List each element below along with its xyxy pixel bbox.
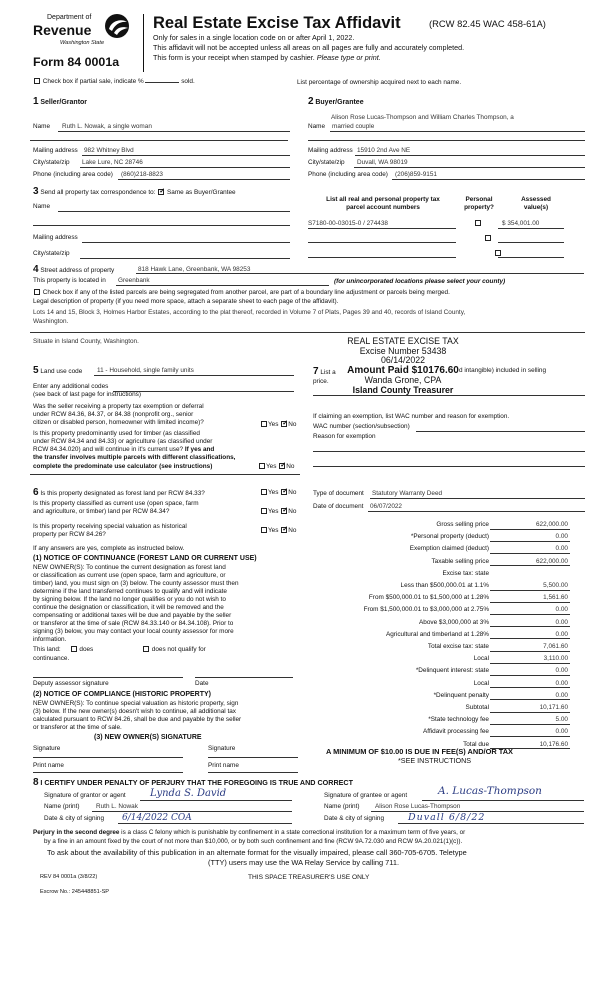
tax-row-value[interactable]: 0.00 bbox=[490, 667, 570, 676]
land-use-value[interactable]: 11 - Household, single family units bbox=[97, 367, 194, 374]
send-heading: 3 Send all property tax correspondence to: ✓ Same as Buyer/Grantee bbox=[33, 186, 236, 198]
q2-no-checkbox[interactable] bbox=[279, 463, 285, 469]
notice1-line: or transferor at the time of sale (RCW 84.33.140 or 84.34.108). Prior to bbox=[33, 620, 234, 627]
legal-rule bbox=[30, 332, 585, 333]
grantee-name-label: Name (print) bbox=[324, 803, 360, 810]
q1-line3: citizen or disabled person, homeowner with limited income)? bbox=[33, 419, 204, 426]
segregation-checkbox[interactable] bbox=[34, 289, 40, 295]
notice2-line: calculated pursuant to RCW 84.26, shall be due and payable by the seller bbox=[33, 716, 242, 723]
notice1-line: signing (3) below, you may contact your local county assessor for more bbox=[33, 628, 234, 635]
forest-q2-line1: Is this property classified as current use (open space, farm bbox=[33, 500, 199, 507]
doc-type-line bbox=[370, 498, 585, 499]
tax-row-label: Agricultural and timberland at 1.28% bbox=[385, 630, 489, 638]
buyer-city-label: City/state/zip bbox=[308, 159, 345, 166]
tax-row-value[interactable]: 0.00 bbox=[490, 728, 570, 737]
forest-if-yes: If any answers are yes, complete as instructed below. bbox=[33, 545, 185, 552]
parcel-row1-personal-checkbox[interactable] bbox=[475, 220, 481, 226]
tax-row-label: Less than $500,000.01 at 1.1% bbox=[400, 582, 489, 589]
buyer-phone-line bbox=[392, 179, 585, 180]
availability-line1: To ask about the availability of this publication in an alternate format for the visually impaired, please call 360-705-6705. Teletype bbox=[47, 848, 467, 857]
buyer-heading: 2 Buyer/Grantee bbox=[308, 96, 364, 107]
tax-row-value[interactable]: 622,000.00 bbox=[490, 521, 570, 530]
tax-row-value[interactable]: 0.00 bbox=[490, 533, 570, 542]
street-address[interactable]: 818 Hawk Lane, Greenbank, WA 98253 bbox=[138, 266, 251, 273]
tax-row-value[interactable]: 10,176.60 bbox=[490, 741, 570, 750]
new-owner-print1-line bbox=[33, 772, 183, 773]
grantee-signature[interactable]: A. Lucas-Thompson bbox=[438, 785, 542, 797]
notice2-line: NEW OWNER(S): To continue special valuation as historic property, sign bbox=[33, 700, 239, 707]
stamp-line4: Amount Paid $10176.60 bbox=[347, 364, 459, 376]
buyer-city[interactable]: Duvall, WA 98019 bbox=[357, 159, 408, 166]
grantee-date[interactable]: Duvall 6/8/22 bbox=[408, 812, 486, 823]
tax-row-label: Gross selling price bbox=[436, 521, 489, 528]
notice1-title: (1) NOTICE OF CONTINUANCE (FOREST LAND OR CURRENT USE) bbox=[33, 555, 257, 562]
reason-line2 bbox=[313, 466, 585, 467]
new-owner-print2-line bbox=[208, 772, 298, 773]
dor-swirl-icon bbox=[103, 13, 131, 39]
treasurer-stamp bbox=[333, 337, 473, 395]
buyer-phone[interactable]: (206)859-9151 bbox=[395, 171, 437, 178]
tax-row-label: *Delinquent interest: state bbox=[415, 667, 489, 675]
tax-row-value[interactable]: 7,061.60 bbox=[490, 643, 570, 652]
forest-q3-no-checkbox[interactable] bbox=[281, 527, 287, 533]
q2-bold-line3: complete the predominate use calculator (see instructions) bbox=[33, 463, 213, 470]
buyer-mailing-line bbox=[355, 155, 585, 156]
tax-row-label: *State technology fee bbox=[428, 716, 489, 724]
new-owner-sig1-label: Signature bbox=[33, 745, 61, 752]
q1-yes-no: Yes ✓ No bbox=[260, 421, 296, 429]
seller-city[interactable]: Lake Lure, NC 28746 bbox=[82, 159, 143, 166]
buyer-mailing[interactable]: 15910 2nd Ave NE bbox=[357, 147, 411, 154]
header-note-2: This affidavit will not be accepted unless all areas on all pages are fully and accurately completed. bbox=[153, 43, 465, 52]
stamp-line6: Island County Treasurer bbox=[352, 384, 454, 395]
send-name-line bbox=[58, 211, 290, 212]
seller-name-label: Name bbox=[33, 123, 51, 130]
assessed-col-header: Assessed value(s) bbox=[521, 196, 551, 211]
tax-row-value[interactable]: 5.00 bbox=[490, 716, 570, 725]
tax-row-value[interactable]: 0.00 bbox=[490, 619, 570, 628]
tax-row-value[interactable]: 5,500.00 bbox=[490, 582, 570, 591]
header-note-3: This form is your receipt when stamped by cashier. Please type or print. bbox=[153, 53, 381, 62]
grantor-name-line bbox=[92, 811, 292, 812]
tax-row-label: Local bbox=[473, 679, 489, 687]
notice1-line: NEW OWNER(S): To continue the current designation as forest land bbox=[33, 564, 226, 571]
new-owner-print2-label: Print name bbox=[208, 762, 239, 769]
this-land-row: This land: does bbox=[33, 646, 94, 653]
forest-q2-yes-no: Yes ✓ No bbox=[260, 508, 296, 516]
seller-mailing-line bbox=[82, 155, 290, 156]
does-qualify-checkbox[interactable] bbox=[71, 646, 77, 652]
revision-code: REV 84 0001a (3/8/22) bbox=[40, 874, 98, 880]
exemption-note: If claiming an exemption, list WAC number and reason for exemption. bbox=[313, 413, 510, 420]
parcel-row1-value[interactable]: $ 354,001.00 bbox=[502, 220, 540, 227]
tax-row-label: Above $3,000,000 at 3% bbox=[419, 618, 489, 626]
buyer-name-line bbox=[330, 131, 585, 132]
ownership-note: List percentage of ownership acquired next to each name. bbox=[297, 79, 462, 86]
header-divider-icon bbox=[143, 14, 144, 72]
availability-line2: (TTY) users may use the WA Relay Service by calling 711. bbox=[208, 858, 399, 867]
forest-q1-yes-no: Yes ✓ No bbox=[260, 489, 296, 497]
notice1-line: information. bbox=[33, 636, 67, 643]
forest-q3-line2: property per RCW 84.26? bbox=[33, 531, 106, 538]
q1-yes-checkbox[interactable] bbox=[261, 421, 267, 427]
send-name-rule bbox=[33, 225, 290, 226]
q2-bold-line2: the transfer involves multiple parcels with different classifications, bbox=[33, 454, 236, 461]
forest-q3-line1: Is this property receiving special valuation as historical bbox=[33, 523, 187, 530]
buyer-city-line bbox=[354, 167, 585, 168]
q1-line2: under RCW 84.36, 84.37, or 84.38 (nonprofit org., senior bbox=[33, 411, 194, 418]
notice2-line: (3) below. If the new owner(s) doesn't wish to continue, all additional tax bbox=[33, 708, 236, 715]
parcel-row3-line bbox=[308, 257, 456, 258]
same-as-buyer-checkbox[interactable] bbox=[158, 189, 164, 195]
parcel-row2-personal-checkbox[interactable] bbox=[485, 235, 491, 241]
reason-label: Reason for exemption bbox=[313, 433, 376, 440]
send-mailing-line bbox=[82, 242, 290, 243]
continuance-label: continuance. bbox=[33, 655, 70, 662]
grantor-date-label: Date & city of signing bbox=[44, 815, 105, 822]
seller-phone-label: Phone (including area code) bbox=[33, 171, 113, 178]
parcel-row1-line bbox=[308, 228, 456, 229]
seller-mailing-label: Mailing address bbox=[33, 147, 78, 154]
seller-phone-line bbox=[118, 179, 290, 180]
forest-q3-yes-no: Yes ✓ No bbox=[260, 527, 296, 535]
additional-codes-label: Enter any additional codes bbox=[33, 383, 109, 390]
parcel-col-header: List all real and personal property tax parcel account numbers bbox=[326, 196, 440, 211]
land-use-line bbox=[94, 375, 294, 376]
forest-q2-no-checkbox[interactable] bbox=[281, 508, 287, 514]
street-row: 4 Street address of property bbox=[33, 264, 115, 275]
buyer-name-label: Name bbox=[308, 123, 326, 130]
tax-row-value[interactable]: 1,561.60 bbox=[490, 594, 570, 603]
land-use-row: 5 Land use code bbox=[33, 365, 83, 376]
buyer-name-line1[interactable]: Alison Rose Lucas-Thompson and William Charles Thompson, a bbox=[331, 114, 514, 121]
seller-name[interactable]: Ruth L. Nowak, a single woman bbox=[62, 123, 152, 130]
located-line bbox=[116, 285, 329, 286]
doc-type[interactable]: Statutory Warranty Deed bbox=[372, 490, 443, 497]
seller-name-line bbox=[58, 131, 290, 132]
reason-line1 bbox=[313, 451, 585, 452]
forest-q1: 6 Is this property designated as forest land per RCW 84.33? bbox=[33, 487, 205, 498]
buyer-mailing-label: Mailing address bbox=[308, 147, 353, 154]
tax-row-label: Excise tax: state bbox=[442, 569, 489, 577]
wac-line bbox=[416, 431, 585, 432]
rcw-ref: (RCW 82.45 WAC 458-61A) bbox=[429, 18, 546, 29]
tax-row-label: From $500,000.01 to $1,500,000 at 1.28% bbox=[368, 594, 489, 602]
parcel-row3-value-line bbox=[498, 257, 564, 258]
stamp-line5: Wanda Grone, CPA bbox=[364, 375, 442, 386]
q1-no-checkbox[interactable] bbox=[281, 421, 287, 427]
legal-line3[interactable]: Situate in Island County, Washington. bbox=[33, 338, 139, 345]
seller-city-label: City/state/zip bbox=[33, 159, 70, 166]
parcel-row2-value-line bbox=[498, 242, 564, 243]
dept-line3: Washington State bbox=[60, 40, 105, 46]
tax-row-value[interactable]: 622,000.00 bbox=[490, 558, 570, 567]
perjury-line1: Perjury in the second degree is a class C felony which is punishable by confinement in a state correctional institution for a maximum term of five years, or bbox=[33, 829, 466, 836]
seller-name-rule bbox=[30, 140, 288, 141]
partial-sale-row: Check box if partial sale, indicate % sold. bbox=[33, 78, 195, 86]
doc-date-line bbox=[368, 511, 585, 512]
tax-row-value[interactable]: 0.00 bbox=[490, 606, 570, 615]
partial-sale-checkbox[interactable] bbox=[34, 78, 40, 84]
unincorporated-note: (for unincorporated locations please select your county) bbox=[334, 278, 506, 285]
grantor-name-label: Name (print) bbox=[44, 803, 80, 810]
dept-line2: Revenue bbox=[33, 22, 92, 38]
dept-line1: Department of bbox=[47, 14, 92, 21]
tax-row-value[interactable]: 0.00 bbox=[490, 545, 570, 554]
minimum-note: A MINIMUM OF $10.00 IS DUE IN FEE(S) AND/OR TAX bbox=[326, 747, 513, 756]
personal-label-c: price. bbox=[313, 378, 329, 385]
grantor-signature[interactable]: Lynda S. David bbox=[150, 788, 227, 799]
tax-row-label: Total excise tax: state bbox=[427, 643, 489, 650]
new-owner-sig2-label: Signature bbox=[208, 745, 236, 752]
legal-label: Legal description of property (if you need more space, attach a separate sheet to each page of the affidavit). bbox=[33, 298, 339, 305]
q2-line3: RCW 84.34.020) and will continue in it's current use? If yes and bbox=[33, 446, 215, 453]
tax-row-value[interactable]: 3,110.00 bbox=[490, 655, 570, 664]
notice1-line: by signing below. If the land no longer qualifies or you do not wish to bbox=[33, 596, 226, 603]
personal-row: 7 List a bbox=[313, 366, 336, 377]
tax-row-label: Exemption claimed (deduct) bbox=[409, 545, 489, 553]
tax-row-label: Subtotal bbox=[465, 704, 489, 711]
see-instructions: *SEE INSTRUCTIONS bbox=[398, 756, 472, 765]
escrow-number: Escrow No.: 245448851-SP bbox=[40, 889, 110, 895]
stamp-line1: REAL ESTATE EXCISE TAX bbox=[347, 336, 459, 346]
grantor-name[interactable]: Ruth L. Nowak bbox=[96, 803, 138, 810]
tax-row-label: Affidavit processing fee bbox=[423, 728, 489, 736]
tax-row-value[interactable]: 10,171.60 bbox=[490, 704, 570, 713]
legal-line1[interactable]: Lots 14 and 15, Block 3, Holmes Harbor Estates, according to the plat thereof, recorded in Volume 7 of Plats, Pages 39 and 40, records of Island County, bbox=[33, 309, 466, 316]
form-number: Form 84 0001a bbox=[33, 55, 120, 69]
wac-label: WAC number (section/subsection) bbox=[313, 423, 410, 430]
grantor-sig-label: Signature of grantor or agent bbox=[44, 792, 126, 799]
section5-rule bbox=[30, 474, 300, 475]
grantor-sig-line bbox=[140, 800, 292, 801]
send-mailing-label: Mailing address bbox=[33, 234, 78, 241]
parcel-row1-number[interactable]: S7180-00-03015-0 / 274438 bbox=[308, 220, 388, 227]
forest-q3-yes-checkbox[interactable] bbox=[261, 527, 267, 533]
grantee-name[interactable]: Alison Rose Lucas-Thompson bbox=[375, 803, 461, 810]
notice3-title: (3) NEW OWNER(S) SIGNATURE bbox=[94, 734, 202, 741]
seller-heading: 1 Seller/Grantor bbox=[33, 96, 88, 107]
new-owner-sig2-line bbox=[208, 757, 298, 758]
tax-row-label: *Personal property (deduct) bbox=[410, 533, 489, 541]
tax-row-value[interactable]: 0.00 bbox=[490, 680, 570, 689]
personal-label-b: d intangible) included in selling bbox=[459, 367, 547, 374]
stamp-line2: Excise Number 53438 bbox=[359, 345, 447, 356]
grantee-date-label: Date & city of signing bbox=[324, 815, 385, 822]
notice2-title: (2) NOTICE OF COMPLIANCE (HISTORIC PROPERTY) bbox=[33, 691, 211, 698]
tax-row-value[interactable]: 0.00 bbox=[490, 631, 570, 640]
doc-type-label: Type of document bbox=[313, 490, 364, 497]
tax-row-label: Local bbox=[473, 655, 489, 663]
does-not-row: does not qualify for bbox=[142, 646, 206, 654]
send-city-label: City/state/zip bbox=[33, 250, 70, 257]
segregation-row: Check box if any of the listed parcels are being segregated from another parcel, are part of a boundary line adjustment or parcels being merged. bbox=[33, 289, 450, 297]
q2-yes-checkbox[interactable] bbox=[259, 463, 265, 469]
tax-row-label: Taxable selling price bbox=[431, 557, 489, 565]
q2-yes-no: Yes ✓ No bbox=[258, 463, 294, 471]
doc-date[interactable]: 06/07/2022 bbox=[370, 503, 402, 510]
tax-row-label: *Delinquent penalty bbox=[433, 691, 489, 699]
page-title: Real Estate Excise Tax Affidavit bbox=[153, 14, 401, 32]
located-value[interactable]: Greenbank bbox=[118, 277, 150, 284]
personal-col-header: Personal property? bbox=[464, 196, 494, 211]
forest-q2-line2: and agriculture, or timber) land per RCW 84.34? bbox=[33, 508, 170, 515]
seller-city-line bbox=[80, 167, 290, 168]
deputy-date-line bbox=[195, 677, 293, 678]
partial-percent-field[interactable] bbox=[145, 82, 179, 83]
deputy-sig-line bbox=[33, 677, 183, 678]
notice1-line: or classification as current use (open space, farm and agriculture, or bbox=[33, 572, 226, 579]
notice1-line: continue the designation or classification, it will be removed and the bbox=[33, 604, 224, 611]
deputy-label: Deputy assessor signature bbox=[33, 680, 109, 687]
notice2-line: or transferor at the time of sale. bbox=[33, 724, 122, 731]
new-owner-sig1-line bbox=[33, 757, 183, 758]
notice1-line: compensating or additional taxes will be due and payable by the seller bbox=[33, 612, 232, 619]
q2-line2: under RCW 84.34 and 84.33) or agriculture (as classified under bbox=[33, 438, 213, 445]
treasurer-use-note: THIS SPACE TREASURER'S USE ONLY bbox=[248, 874, 370, 881]
forest-q2-yes-checkbox[interactable] bbox=[261, 508, 267, 514]
header-note-1: Only for sales in a single location code on or after April 1, 2022. bbox=[153, 33, 355, 42]
forest-q1-no-checkbox[interactable] bbox=[281, 489, 287, 495]
buyer-phone-label: Phone (including area code) bbox=[308, 171, 388, 178]
grantor-date[interactable]: 6/14/2022 COA bbox=[122, 813, 192, 823]
tax-row-label: Total due bbox=[463, 740, 489, 748]
notice1-line: determine if the land transferred continues to qualify and will indicate bbox=[33, 588, 227, 595]
send-name-label: Name bbox=[33, 203, 51, 210]
seller-mailing[interactable]: 982 Whitney Blvd bbox=[84, 147, 134, 154]
personal-line1 bbox=[313, 395, 585, 396]
forest-q1-yes-checkbox[interactable] bbox=[261, 489, 267, 495]
tax-row-value[interactable]: 0.00 bbox=[490, 692, 570, 701]
notice1-line: timber) land, you must sign on (3) below. The county assessor must then bbox=[33, 580, 239, 587]
doc-date-label: Date of document bbox=[313, 503, 364, 510]
does-not-qualify-checkbox[interactable] bbox=[143, 646, 149, 652]
buyer-name-rule bbox=[308, 140, 585, 141]
q1-line1: Was the seller receiving a property tax exemption or deferral bbox=[33, 403, 204, 410]
tax-row-label: From $1,500,000.01 to $3,000,000 at 2.75% bbox=[363, 606, 489, 614]
parcel-row3-personal-checkbox[interactable] bbox=[495, 250, 501, 256]
additional-codes-note: (see back of last page for instructions) bbox=[33, 391, 141, 398]
located-label: This property is located in bbox=[33, 277, 106, 284]
legal-line2[interactable]: Washington. bbox=[33, 318, 69, 325]
q2-line1: Is this property predominantly used for timber (as classified bbox=[33, 430, 200, 437]
perjury-line2: by a fine in an amount fixed by the court of not more than $10,000, or by both such confinement and fine (RCW 9A.72.030 and RCW 9A.20.021(1)(c)). bbox=[44, 838, 463, 845]
grantee-sig-line bbox=[422, 800, 584, 801]
seller-phone[interactable]: (860)218-8823 bbox=[121, 171, 163, 178]
new-owner-print1-label: Print name bbox=[33, 762, 64, 769]
send-city-line bbox=[80, 258, 290, 259]
grantee-sig-label: Signature of grantee or agent bbox=[324, 792, 408, 799]
stamp-line3: 06/14/2022 bbox=[380, 355, 426, 365]
deputy-date-label: Date bbox=[195, 680, 209, 687]
parcel-row2-line bbox=[308, 242, 456, 243]
buyer-name-line2[interactable]: married couple bbox=[332, 123, 375, 130]
certify-heading: 8 I CERTIFY UNDER PENALTY OF PERJURY THAT THE FOREGOING IS TRUE AND CORRECT bbox=[33, 777, 354, 788]
parcel-row1-value-line bbox=[498, 228, 564, 229]
